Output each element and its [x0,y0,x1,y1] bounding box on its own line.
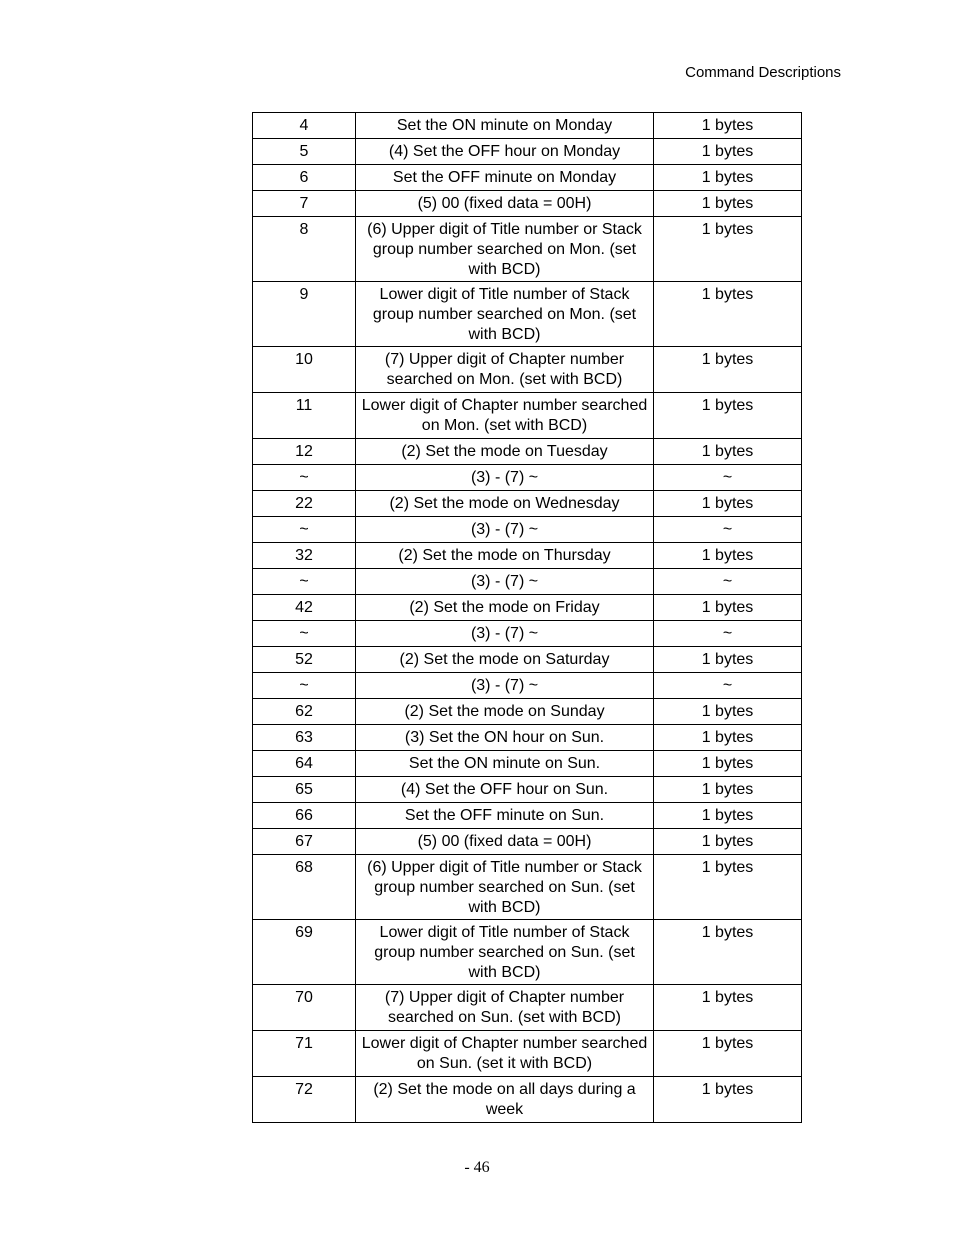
table-row [253,465,802,491]
byte-number-cell: 32 [253,543,356,569]
size-cell: 1 bytes [654,803,802,829]
size-cell: 1 bytes [654,725,802,751]
description-cell: (7) Upper digit of Chapter number searched on Sun. (set with BCD) [356,985,654,1031]
table-row [253,439,802,465]
description-cell: (2) Set the mode on Tuesday [356,439,654,465]
description-cell: (2) Set the mode on Wednesday [356,491,654,517]
table-row [253,725,802,751]
size-cell: ~ [654,517,802,543]
size-cell: 1 bytes [654,217,802,282]
table-row [253,543,802,569]
byte-number-cell: 66 [253,803,356,829]
table-row [253,985,802,1031]
byte-number-cell: 22 [253,491,356,517]
size-cell: 1 bytes [654,139,802,165]
description-cell: (5) 00 (fixed data = 00H) [356,829,654,855]
size-cell: 1 bytes [654,595,802,621]
byte-number-cell: 11 [253,393,356,439]
description-cell: Lower digit of Chapter number searched on Mon. (set with BCD) [356,393,654,439]
table-row [253,920,802,985]
size-cell: 1 bytes [654,491,802,517]
size-cell: 1 bytes [654,165,802,191]
description-cell: (4) Set the OFF hour on Sun. [356,777,654,803]
size-cell: 1 bytes [654,113,802,139]
description-cell: Lower digit of Title number of Stack group number searched on Mon. (set with BCD) [356,282,654,347]
table-row [253,1031,802,1077]
byte-number-cell: 8 [253,217,356,282]
size-cell: ~ [654,673,802,699]
byte-number-cell: 67 [253,829,356,855]
running-header: Command Descriptions [685,64,841,81]
byte-number-cell: 42 [253,595,356,621]
size-cell: 1 bytes [654,751,802,777]
description-cell: (2) Set the mode on Sunday [356,699,654,725]
description-cell: Set the OFF minute on Monday [356,165,654,191]
size-cell: 1 bytes [654,647,802,673]
description-cell: (2) Set the mode on Thursday [356,543,654,569]
description-cell: (2) Set the mode on all days during a week [356,1077,654,1123]
byte-number-cell: 62 [253,699,356,725]
description-cell: (3) - (7) ~ [356,465,654,491]
size-cell: 1 bytes [654,543,802,569]
size-cell: 1 bytes [654,829,802,855]
table-row [253,751,802,777]
size-cell: 1 bytes [654,393,802,439]
description-cell: (2) Set the mode on Saturday [356,647,654,673]
description-cell: Lower digit of Chapter number searched on Sun. (set it with BCD) [356,1031,654,1077]
size-cell: 1 bytes [654,282,802,347]
table-row [253,673,802,699]
byte-number-cell: 12 [253,439,356,465]
byte-number-cell: ~ [253,621,356,647]
byte-number-cell: 52 [253,647,356,673]
byte-number-cell: 71 [253,1031,356,1077]
table-body [253,113,802,1123]
description-cell: (2) Set the mode on Friday [356,595,654,621]
description-cell: (3) - (7) ~ [356,517,654,543]
byte-number-cell: 4 [253,113,356,139]
description-cell: (4) Set the OFF hour on Monday [356,139,654,165]
size-cell: 1 bytes [654,1031,802,1077]
table-row [253,569,802,595]
byte-number-cell: 72 [253,1077,356,1123]
table-row [253,191,802,217]
table-row [253,517,802,543]
table-row [253,621,802,647]
description-cell: (5) 00 (fixed data = 00H) [356,191,654,217]
byte-number-cell: 68 [253,855,356,920]
size-cell: 1 bytes [654,439,802,465]
table-row [253,699,802,725]
table-row [253,139,802,165]
size-cell: ~ [654,621,802,647]
description-cell: (3) - (7) ~ [356,673,654,699]
byte-number-cell: 64 [253,751,356,777]
table-row [253,829,802,855]
byte-number-cell: 9 [253,282,356,347]
command-data-table [252,112,802,1123]
table-row [253,491,802,517]
size-cell: ~ [654,465,802,491]
size-cell: ~ [654,569,802,595]
table-row [253,393,802,439]
table-row [253,347,802,393]
page-number: - 46 [464,1159,490,1176]
size-cell: 1 bytes [654,347,802,393]
table-row [253,1077,802,1123]
table-row [253,595,802,621]
description-cell: (6) Upper digit of Title number or Stack group number searched on Mon. (set with BCD) [356,217,654,282]
description-cell: (6) Upper digit of Title number or Stack group number searched on Sun. (set with BCD) [356,855,654,920]
byte-number-cell: ~ [253,673,356,699]
size-cell: 1 bytes [654,855,802,920]
table-row [253,165,802,191]
description-cell: (7) Upper digit of Chapter number searched on Mon. (set with BCD) [356,347,654,393]
byte-number-cell: 5 [253,139,356,165]
size-cell: 1 bytes [654,1077,802,1123]
byte-number-cell: 63 [253,725,356,751]
description-cell: (3) - (7) ~ [356,569,654,595]
size-cell: 1 bytes [654,920,802,985]
byte-number-cell: 69 [253,920,356,985]
size-cell: 1 bytes [654,191,802,217]
byte-number-cell: 7 [253,191,356,217]
description-cell: (3) Set the ON hour on Sun. [356,725,654,751]
description-cell: (3) - (7) ~ [356,621,654,647]
table-row [253,855,802,920]
byte-number-cell: 70 [253,985,356,1031]
table-row [253,647,802,673]
description-cell: Set the ON minute on Sun. [356,751,654,777]
description-cell: Set the ON minute on Monday [356,113,654,139]
size-cell: 1 bytes [654,985,802,1031]
byte-number-cell: ~ [253,517,356,543]
table-row [253,777,802,803]
byte-number-cell: ~ [253,569,356,595]
size-cell: 1 bytes [654,699,802,725]
table-row [253,217,802,282]
byte-number-cell: 10 [253,347,356,393]
table-row [253,803,802,829]
byte-number-cell: 6 [253,165,356,191]
size-cell: 1 bytes [654,777,802,803]
description-cell: Set the OFF minute on Sun. [356,803,654,829]
byte-number-cell: 65 [253,777,356,803]
description-cell: Lower digit of Title number of Stack group number searched on Sun. (set with BCD) [356,920,654,985]
byte-number-cell: ~ [253,465,356,491]
table-row [253,282,802,347]
table-row [253,113,802,139]
